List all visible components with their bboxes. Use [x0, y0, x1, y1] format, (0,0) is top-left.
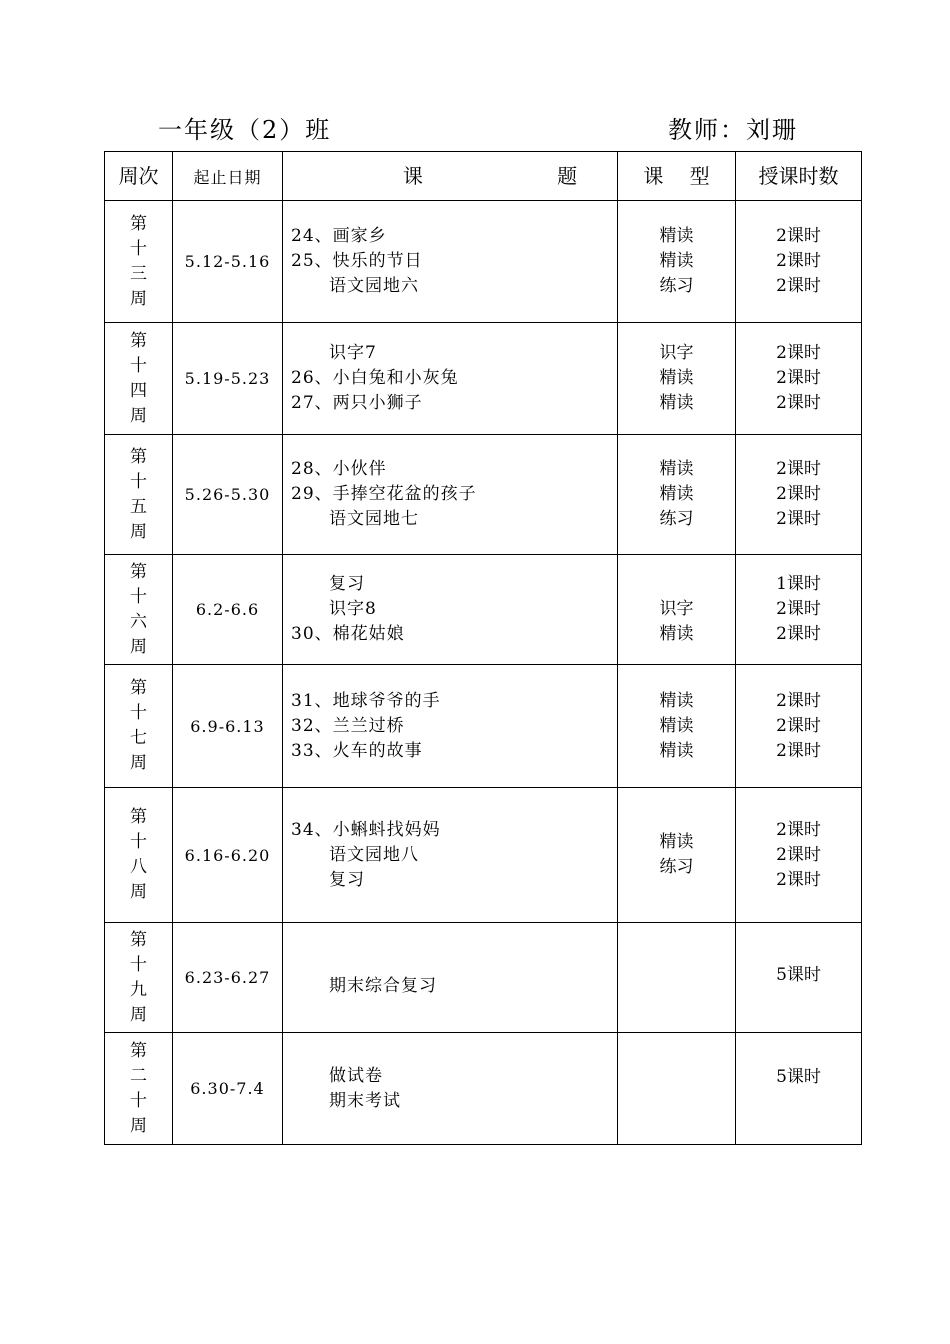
week-char: 十	[130, 355, 147, 376]
lesson-hours: 2课时	[776, 509, 821, 529]
header-lesson	[283, 152, 618, 201]
lesson-cell	[283, 788, 618, 923]
lesson-line	[291, 249, 617, 274]
lesson-number: 29、	[291, 484, 333, 504]
lesson-hours: 2课时	[776, 484, 821, 504]
week-char: 六	[130, 611, 147, 632]
date-range: 5.19-5.23	[173, 323, 283, 435]
lesson-line	[291, 366, 617, 391]
lesson-number: 26、	[291, 368, 333, 388]
week-char: 第	[130, 807, 147, 827]
lesson-type: 练习	[659, 857, 694, 877]
lesson-cell	[283, 201, 618, 323]
hours-cell	[736, 1033, 862, 1145]
lesson-type: 练习	[659, 276, 694, 296]
header-lesson-a: 课	[402, 163, 423, 188]
lesson-title: 快乐的节日	[332, 251, 423, 271]
lesson-title: 复习	[329, 574, 365, 594]
hours-cell	[736, 665, 862, 788]
hours-cell	[736, 435, 862, 555]
table-row	[105, 323, 862, 435]
lesson-type-cell	[618, 323, 736, 435]
table-row	[105, 555, 862, 665]
week-cell	[105, 201, 173, 323]
lesson-hours: 2课时	[776, 226, 821, 246]
lesson-number: 31、	[291, 690, 333, 711]
lesson-title: 棉花姑娘	[332, 624, 405, 644]
header-hours: 授课时数	[736, 152, 862, 201]
lesson-hours: 2课时	[776, 740, 821, 761]
lesson-type: 识字	[659, 343, 694, 363]
hours-cell	[736, 788, 862, 923]
week-char: 三	[130, 263, 147, 284]
lesson-line	[291, 274, 617, 299]
lesson-hours: 2课时	[776, 715, 821, 736]
lesson-line	[291, 818, 617, 843]
week-char: 第	[130, 929, 147, 950]
lesson-title: 小白兔和小灰兔	[332, 368, 459, 388]
table-row	[105, 788, 862, 923]
lesson-type-cell	[618, 665, 736, 788]
lesson-type: 精读	[659, 690, 694, 711]
week-char: 第	[130, 561, 147, 582]
week-char: 第	[130, 446, 147, 467]
week-char: 八	[130, 857, 147, 877]
week-cell	[105, 1033, 173, 1145]
lesson-type: 精读	[659, 624, 694, 644]
date-range: 6.30-7.4	[173, 1033, 283, 1145]
lesson-type: 精读	[659, 715, 694, 736]
lesson-title: 期末考试	[329, 1090, 401, 1111]
lesson-hours: 2课时	[776, 844, 821, 865]
lesson-type: 精读	[659, 226, 694, 246]
lesson-type-cell	[618, 201, 736, 323]
date-range: 6.23-6.27	[173, 923, 283, 1033]
lesson-hours: 2课时	[776, 459, 821, 479]
week-char: 四	[130, 380, 147, 401]
lesson-title: 兰兰过桥	[332, 715, 405, 736]
lesson-title: 地球爷爷的手	[332, 690, 441, 711]
week-cell	[105, 665, 173, 788]
week-char: 第	[130, 1040, 147, 1061]
header-lesson-b: 题	[557, 163, 578, 188]
table-row	[105, 435, 862, 555]
week-char: 七	[130, 728, 147, 748]
lesson-number: 24、	[291, 226, 333, 246]
lesson-type: 精读	[659, 251, 694, 271]
lesson-line	[291, 622, 617, 647]
week-char: 周	[130, 636, 147, 657]
week-char: 第	[130, 213, 147, 234]
lesson-cell	[283, 435, 618, 555]
lesson-title: 火车的故事	[332, 740, 423, 761]
lesson-line	[291, 714, 617, 739]
date-range: 6.9-6.13	[173, 665, 283, 788]
lesson-line	[291, 597, 617, 622]
lesson-title: 语文园地七	[329, 509, 419, 529]
hours-cell	[736, 923, 862, 1033]
lesson-hours: 2课时	[776, 869, 821, 890]
week-char: 周	[130, 405, 147, 426]
hours-cell	[736, 201, 862, 323]
week-char: 十	[130, 586, 147, 607]
lesson-hours: 2课时	[776, 819, 821, 840]
lesson-hours: 5课时	[776, 965, 821, 985]
header-week: 周次	[105, 152, 173, 201]
table-row	[105, 923, 862, 1033]
week-char: 周	[130, 288, 147, 309]
lesson-line	[291, 1064, 617, 1089]
lesson-line	[291, 1089, 617, 1114]
table-header-row	[105, 152, 862, 201]
date-range: 5.12-5.16	[173, 201, 283, 323]
lesson-line	[291, 868, 617, 893]
lesson-number: 32、	[291, 715, 333, 736]
lesson-title: 复习	[329, 869, 365, 890]
lesson-cell	[283, 555, 618, 665]
lesson-title: 期末综合复习	[329, 976, 437, 996]
week-char: 十	[130, 1090, 147, 1111]
date-range: 6.16-6.20	[173, 788, 283, 923]
lesson-hours: 2课时	[776, 276, 821, 296]
lesson-cell	[283, 665, 618, 788]
lesson-number: 34、	[291, 819, 333, 840]
lesson-line	[291, 689, 617, 714]
lesson-type: 精读	[659, 393, 694, 413]
week-char: 十	[130, 954, 147, 975]
hours-cell	[736, 555, 862, 665]
lesson-type: 精读	[659, 459, 694, 479]
lesson-title: 手捧空花盆的孩子	[332, 484, 477, 504]
lesson-hours: 2课时	[776, 393, 821, 413]
week-char: 二	[130, 1065, 147, 1086]
lesson-line	[291, 224, 617, 249]
lesson-number: 28、	[291, 459, 333, 479]
lesson-number: 33、	[291, 740, 333, 761]
lesson-hours: 2课时	[776, 251, 821, 271]
lesson-title: 语文园地八	[329, 844, 419, 865]
table-row	[105, 201, 862, 323]
week-char: 十	[130, 703, 147, 723]
lesson-hours: 2课时	[776, 368, 821, 388]
header-type: 课 型	[618, 152, 736, 201]
week-cell	[105, 435, 173, 555]
lesson-title: 画家乡	[332, 226, 387, 246]
lesson-type: 精读	[659, 484, 694, 504]
lesson-hours: 1课时	[776, 574, 821, 594]
lesson-title: 小伙伴	[332, 459, 387, 479]
lesson-title: 两只小狮子	[332, 393, 423, 413]
header-dates: 起止日期	[173, 152, 283, 201]
lesson-number: 30、	[291, 624, 333, 644]
lesson-title: 小蝌蚪找妈妈	[332, 819, 441, 840]
lesson-type-cell	[618, 435, 736, 555]
lesson-title: 语文园地六	[329, 276, 419, 296]
lesson-hours: 2课时	[776, 343, 821, 363]
lesson-type: 练习	[659, 509, 694, 529]
week-cell	[105, 555, 173, 665]
week-char: 第	[130, 330, 147, 351]
teacher-name: 教师：刘珊	[668, 116, 798, 144]
lesson-hours: 2课时	[776, 599, 821, 619]
lesson-type: 识字	[659, 599, 694, 619]
table-row	[105, 665, 862, 788]
week-char: 周	[130, 1004, 147, 1025]
class-name: 一年级（2）班	[158, 116, 332, 144]
week-char: 十	[130, 832, 147, 852]
week-char: 十	[130, 471, 147, 492]
week-char: 周	[130, 521, 147, 542]
lesson-line	[291, 572, 617, 597]
week-char: 十	[130, 238, 147, 259]
date-range: 6.2-6.6	[173, 555, 283, 665]
lesson-hours: 2课时	[776, 690, 821, 711]
lesson-number: 27、	[291, 393, 333, 413]
table-row	[105, 1033, 862, 1145]
lesson-line	[291, 843, 617, 868]
week-cell	[105, 323, 173, 435]
lesson-type-cell	[618, 788, 736, 923]
lesson-type-cell	[618, 555, 736, 665]
lesson-title: 做试卷	[329, 1065, 383, 1086]
lesson-line	[291, 974, 617, 999]
lesson-hours: 2课时	[776, 624, 821, 644]
lesson-hours: 5课时	[776, 1067, 821, 1087]
lesson-title: 识字7	[329, 343, 377, 363]
lesson-line	[291, 341, 617, 366]
lesson-cell	[283, 923, 618, 1033]
lesson-type: 精读	[659, 740, 694, 761]
lesson-line	[291, 739, 617, 764]
lesson-cell	[283, 323, 618, 435]
week-char: 第	[130, 678, 147, 698]
date-range: 5.26-5.30	[173, 435, 283, 555]
lesson-type: 精读	[659, 368, 694, 388]
week-char: 周	[130, 1115, 147, 1136]
lesson-type-cell	[618, 1033, 736, 1145]
lesson-line	[291, 391, 617, 416]
lesson-cell	[283, 1033, 618, 1145]
lesson-type-cell	[618, 923, 736, 1033]
lesson-line	[291, 457, 617, 482]
lesson-type: 精读	[659, 832, 694, 852]
schedule-table	[104, 151, 862, 1145]
week-char: 九	[130, 979, 147, 1000]
lesson-line	[291, 507, 617, 532]
lesson-line	[291, 482, 617, 507]
week-char: 周	[130, 882, 147, 902]
week-char: 五	[130, 496, 147, 517]
week-cell	[105, 788, 173, 923]
lesson-number: 25、	[291, 251, 333, 271]
hours-cell	[736, 323, 862, 435]
week-cell	[105, 923, 173, 1033]
lesson-title: 识字8	[329, 599, 377, 619]
week-char: 周	[130, 753, 147, 773]
